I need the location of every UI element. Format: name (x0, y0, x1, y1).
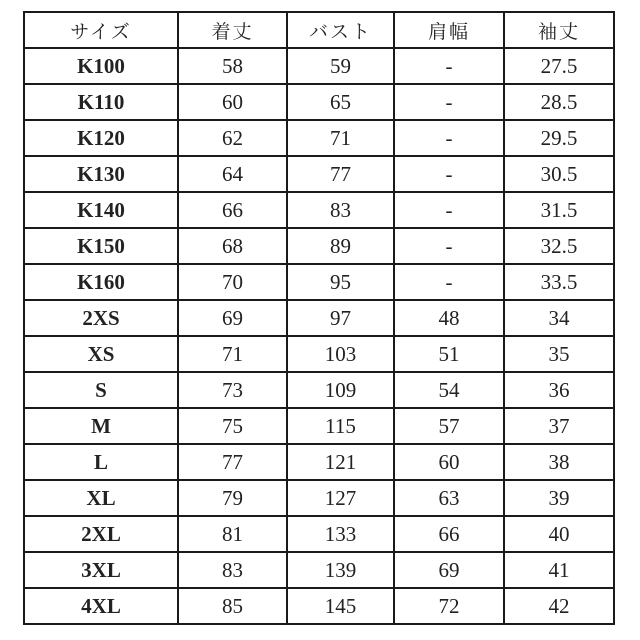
sleeve-length-cell: 34 (504, 300, 614, 336)
shoulder-width-cell: - (394, 192, 504, 228)
shoulder-width-cell: - (394, 84, 504, 120)
header-shoulder-width: 肩幅 (394, 12, 504, 48)
table-row (24, 372, 614, 408)
sleeve-length-cell: 28.5 (504, 84, 614, 120)
table-row (24, 336, 614, 372)
table-row (24, 552, 614, 588)
length-cell: 69 (178, 300, 287, 336)
shoulder-width-cell: - (394, 120, 504, 156)
length-cell: 66 (178, 192, 287, 228)
table-row (24, 228, 614, 264)
sleeve-length-cell: 32.5 (504, 228, 614, 264)
size-cell: K140 (24, 192, 178, 228)
length-cell: 70 (178, 264, 287, 300)
shoulder-width-cell: - (394, 228, 504, 264)
size-cell: 2XL (24, 516, 178, 552)
sleeve-length-cell: 30.5 (504, 156, 614, 192)
sleeve-length-cell: 38 (504, 444, 614, 480)
size-cell: S (24, 372, 178, 408)
size-cell: K110 (24, 84, 178, 120)
size-cell: K160 (24, 264, 178, 300)
sleeve-length-cell: 41 (504, 552, 614, 588)
table-row (24, 588, 614, 624)
sleeve-length-cell: 29.5 (504, 120, 614, 156)
table-row (24, 516, 614, 552)
bust-cell: 127 (287, 480, 394, 516)
size-chart-table (23, 11, 615, 625)
bust-cell: 133 (287, 516, 394, 552)
length-cell: 68 (178, 228, 287, 264)
size-cell: K150 (24, 228, 178, 264)
bust-cell: 115 (287, 408, 394, 444)
sleeve-length-cell: 42 (504, 588, 614, 624)
size-cell: 2XS (24, 300, 178, 336)
length-cell: 73 (178, 372, 287, 408)
size-cell: XL (24, 480, 178, 516)
header-bust: バスト (287, 12, 394, 48)
table-row (24, 408, 614, 444)
bust-cell: 139 (287, 552, 394, 588)
table-body (24, 48, 614, 624)
bust-cell: 145 (287, 588, 394, 624)
length-cell: 75 (178, 408, 287, 444)
table-row (24, 156, 614, 192)
length-cell: 81 (178, 516, 287, 552)
length-cell: 77 (178, 444, 287, 480)
shoulder-width-cell: 72 (394, 588, 504, 624)
length-cell: 85 (178, 588, 287, 624)
header-sleeve-length: 袖丈 (504, 12, 614, 48)
shoulder-width-cell: 57 (394, 408, 504, 444)
shoulder-width-cell: 54 (394, 372, 504, 408)
length-cell: 79 (178, 480, 287, 516)
size-cell: XS (24, 336, 178, 372)
size-cell: K100 (24, 48, 178, 84)
table-row (24, 48, 614, 84)
table-row (24, 300, 614, 336)
size-cell: 4XL (24, 588, 178, 624)
shoulder-width-cell: - (394, 48, 504, 84)
length-cell: 58 (178, 48, 287, 84)
length-cell: 62 (178, 120, 287, 156)
bust-cell: 97 (287, 300, 394, 336)
sleeve-length-cell: 39 (504, 480, 614, 516)
sleeve-length-cell: 36 (504, 372, 614, 408)
bust-cell: 59 (287, 48, 394, 84)
size-cell: K130 (24, 156, 178, 192)
table-row (24, 264, 614, 300)
sleeve-length-cell: 40 (504, 516, 614, 552)
length-cell: 64 (178, 156, 287, 192)
shoulder-width-cell: 51 (394, 336, 504, 372)
bust-cell: 89 (287, 228, 394, 264)
shoulder-width-cell: - (394, 156, 504, 192)
size-cell: 3XL (24, 552, 178, 588)
size-cell: M (24, 408, 178, 444)
bust-cell: 77 (287, 156, 394, 192)
bust-cell: 103 (287, 336, 394, 372)
length-cell: 83 (178, 552, 287, 588)
header-row (24, 12, 614, 48)
shoulder-width-cell: 69 (394, 552, 504, 588)
length-cell: 60 (178, 84, 287, 120)
header-length: 着丈 (178, 12, 287, 48)
table-row (24, 444, 614, 480)
sleeve-length-cell: 33.5 (504, 264, 614, 300)
bust-cell: 121 (287, 444, 394, 480)
sleeve-length-cell: 31.5 (504, 192, 614, 228)
length-cell: 71 (178, 336, 287, 372)
header-size: サイズ (24, 12, 178, 48)
size-cell: K120 (24, 120, 178, 156)
shoulder-width-cell: 60 (394, 444, 504, 480)
bust-cell: 65 (287, 84, 394, 120)
table-row (24, 480, 614, 516)
shoulder-width-cell: - (394, 264, 504, 300)
table-row (24, 192, 614, 228)
bust-cell: 95 (287, 264, 394, 300)
shoulder-width-cell: 48 (394, 300, 504, 336)
bust-cell: 71 (287, 120, 394, 156)
size-cell: L (24, 444, 178, 480)
bust-cell: 83 (287, 192, 394, 228)
table-row (24, 84, 614, 120)
shoulder-width-cell: 66 (394, 516, 504, 552)
sleeve-length-cell: 37 (504, 408, 614, 444)
table-row (24, 120, 614, 156)
sleeve-length-cell: 27.5 (504, 48, 614, 84)
bust-cell: 109 (287, 372, 394, 408)
sleeve-length-cell: 35 (504, 336, 614, 372)
shoulder-width-cell: 63 (394, 480, 504, 516)
